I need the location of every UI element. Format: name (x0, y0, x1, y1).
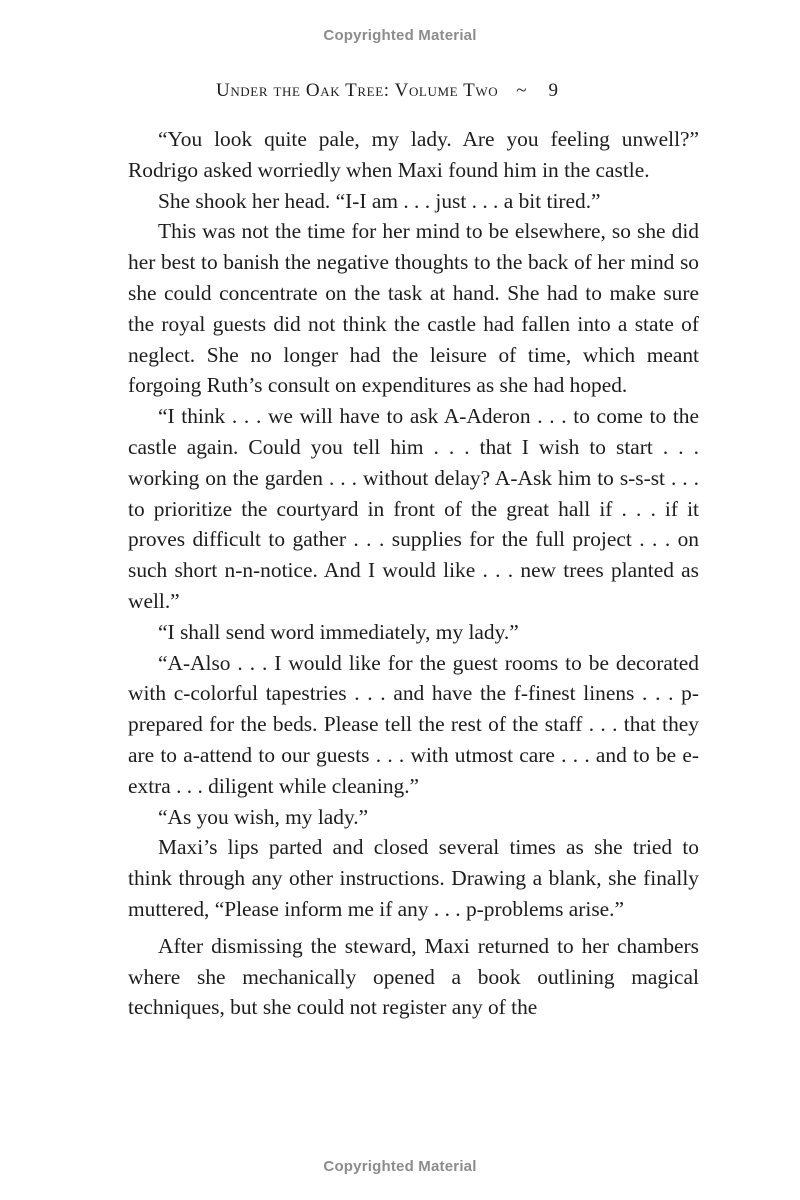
paragraph: Maxi’s lips parted and closed several times as she tried to think through any other instructions. Drawing a blank, she finally muttered, “Please inform me if any . . . p-problems arise.” (128, 835, 699, 921)
paragraph: “I shall send word immediately, my lady.” (158, 619, 519, 644)
paragraph: “I think . . . we will have to ask A-Aderon . . . to come to the castle again. Could you tell him . . . that I wish to start . . . working on the garden . . . without delay? A-Ask him to s-s-st . . . to prioritize the courtyard in front of the great hall if . . . if it proves difficult to gather . . . supplies for the full project . . . on such short n-n-notice. And I would like . . . new trees planted as well.” (128, 404, 699, 613)
paragraph: She shook her head. “I-I am . . . just . . . a bit tired.” (158, 188, 601, 213)
paragraph: “A-Also . . . I would like for the guest rooms to be decorated with c-colorful tapestries . . . and have the f-finest linens . . . p-prepared for the beds. Please tell the rest of the staff . . . that they are to a-attend to our guests . . . with utmost care . . . and to be e-extra . . . diligent while cleaning.” (128, 650, 699, 798)
paragraph: “You look quite pale, my lady. Are you feeling unwell?” Rodrigo asked worriedly when Maxi found him in the castle. (128, 127, 699, 182)
page-body-text (128, 124, 699, 1023)
copyright-watermark-top: Copyrighted Material (323, 27, 477, 44)
header-separator: ~ (516, 80, 527, 101)
paragraph: After dismissing the steward, Maxi returned to her chambers where she mechanically opened a book outlining magical techniques, but she could not register any of the (128, 933, 699, 1020)
paragraph: “As you wish, my lady.” (158, 804, 369, 829)
running-header (216, 80, 636, 102)
page-number: 9 (548, 80, 559, 101)
paragraph: This was not the time for her mind to be elsewhere, so she did her best to banish the negative thoughts to the back of her mind so she could concentrate on the task at hand. She had to make sure the royal guests did not think the castle had fallen into a state of neglect. She no longer had the leisure of time, which meant forgoing Ruth’s consult on expenditures as she had hoped. (128, 219, 699, 398)
book-title: Under the Oak Tree: Volume Two (216, 80, 499, 101)
copyright-watermark-bottom: Copyrighted Material (323, 1158, 477, 1175)
